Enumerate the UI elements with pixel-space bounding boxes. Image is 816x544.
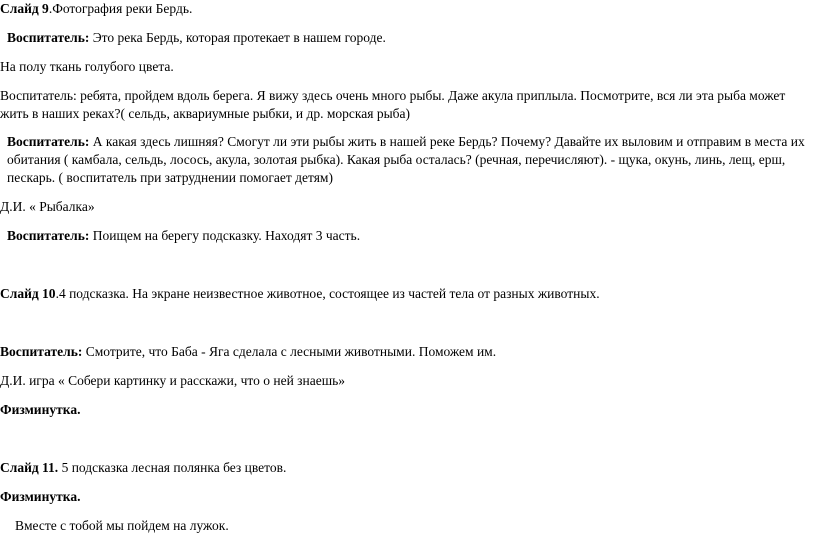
- paragraph-slide-9: [0, 0, 812, 18]
- paragraph-river-fish: [0, 87, 812, 123]
- floor-fabric-text: На полу ткань голубого цвета.: [0, 59, 174, 74]
- river-fish-text: Воспитатель: ребята, пройдем вдоль берега. Я вижу здесь очень много рыбы. Даже акула приплыла. Посмотрите, вся ли эта рыба может жить в наших реках?( сельдь, аквариумные рыбки, и др. морская рыба): [0, 88, 786, 121]
- paragraph-teacher-2: [0, 133, 816, 187]
- teacher-label: Воспитатель:: [7, 228, 90, 243]
- teacher-text: А какая здесь лишняя? Смогут ли эти рыбы жить в нашей реке Бердь? Почему? Давайте их выловим и отправим в места их обитания ( камбала, сельдь, лосось, акула, золотая рыбка). Какая рыба осталась? (речная, перечисляют). - щука, окунь, линь, лещ, ерш, пескарь. ( воспитатель при затруднении помогает детям): [7, 134, 805, 185]
- slide-9-label: Слайд 9: [0, 1, 49, 16]
- paragraph-floor-fabric: [0, 58, 812, 76]
- slide-11-text: 5 подсказка лесная полянка без цветов.: [58, 460, 287, 475]
- slide-9-text: .Фотография реки Бердь.: [48, 1, 193, 16]
- paragraph-fizminutka-1: [0, 401, 812, 419]
- paragraph-picture-game: [0, 372, 812, 390]
- paragraph-slide-11: [0, 459, 812, 477]
- paragraph-poem-line: [0, 517, 816, 535]
- slide-10-text: .4 подсказка. На экране неизвестное животное, состоящее из частей тела от разных животных.: [55, 286, 600, 301]
- paragraph-fishing-game: [0, 198, 812, 216]
- slide-10-label: Слайд 10: [0, 286, 56, 301]
- paragraph-slide-10: [0, 285, 812, 303]
- teacher-label: Воспитатель:: [7, 30, 90, 45]
- paragraph-teacher-3: [0, 227, 816, 245]
- paragraph-teacher-4: [0, 343, 812, 361]
- paragraph-fizminutka-2: [0, 488, 812, 506]
- teacher-text: Поищем на берегу подсказку. Находят 3 часть.: [89, 228, 361, 243]
- teacher-label: Воспитатель:: [0, 344, 83, 359]
- teacher-text: Это река Бердь, которая протекает в нашем городе.: [89, 30, 386, 45]
- slide-11-label: Слайд 11.: [0, 460, 59, 475]
- teacher-label: Воспитатель:: [7, 134, 90, 149]
- fishing-game-text: Д.И. « Рыбалка»: [0, 199, 95, 214]
- paragraph-teacher-1: [0, 29, 816, 47]
- picture-game-text: Д.И. игра « Собери картинку и расскажи, что о ней знаешь»: [0, 373, 346, 388]
- fizminutka-label: Физминутка.: [0, 402, 81, 417]
- fizminutka-label: Физминутка.: [0, 489, 81, 504]
- teacher-text: Смотрите, что Баба - Яга сделала с лесными животными. Поможем им.: [82, 344, 497, 359]
- poem-line-text: Вместе с тобой мы пойдем на лужок.: [15, 518, 229, 533]
